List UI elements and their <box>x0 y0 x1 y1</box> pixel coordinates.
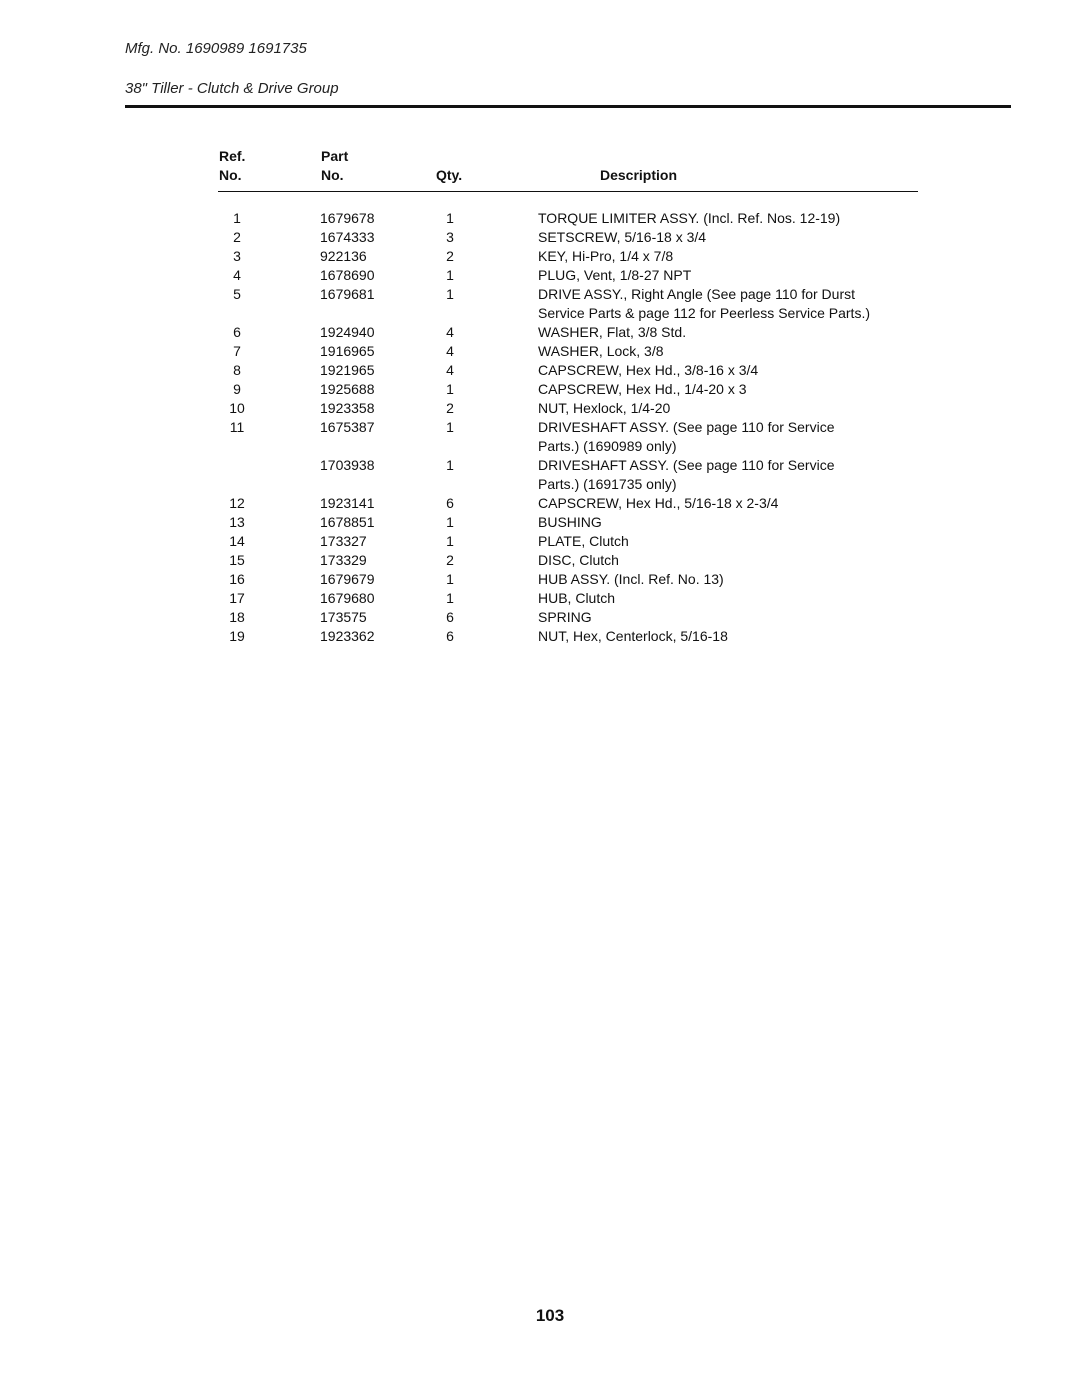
description: CAPSCREW, Hex Hd., 1/4-20 x 3 <box>538 381 747 397</box>
part-no: 1924940 <box>320 324 375 340</box>
part-no: 1923141 <box>320 495 375 511</box>
table-row <box>0 570 1080 589</box>
table-row <box>0 342 1080 361</box>
description: WASHER, Lock, 3/8 <box>538 343 664 359</box>
quantity: 1 <box>446 457 454 473</box>
part-no: 1679679 <box>320 571 375 587</box>
part-no: 1923358 <box>320 400 375 416</box>
col-description-label: Description <box>600 167 678 183</box>
ref-no: 17 <box>229 590 245 606</box>
ref-no: 2 <box>233 229 241 245</box>
col-part-label-2: No. <box>321 167 344 183</box>
table-row <box>0 247 1080 266</box>
description: KEY, Hi-Pro, 1/4 x 7/8 <box>538 248 674 264</box>
description: TORQUE LIMITER ASSY. (Incl. Ref. Nos. 12-19) <box>538 210 841 226</box>
table-row <box>0 285 1080 323</box>
description: CAPSCREW, Hex Hd., 3/8-16 x 3/4 <box>538 362 759 378</box>
ref-no: 6 <box>233 324 241 340</box>
ref-no: 10 <box>229 400 245 416</box>
part-no: 1923362 <box>320 628 375 644</box>
part-no: 1679678 <box>320 210 375 226</box>
table-row <box>0 627 1080 646</box>
table-row <box>0 532 1080 551</box>
ref-no: 12 <box>229 495 245 511</box>
part-no: 1679680 <box>320 590 375 606</box>
table-row <box>0 323 1080 342</box>
part-no: 1678851 <box>320 514 375 530</box>
ref-no: 7 <box>233 343 241 359</box>
table-row <box>0 361 1080 380</box>
part-no: 922136 <box>320 248 367 264</box>
description: DISC, Clutch <box>538 552 619 568</box>
table-row <box>0 266 1080 285</box>
part-no: 1925688 <box>320 381 375 397</box>
part-no: 1674333 <box>320 229 375 245</box>
quantity: 1 <box>446 590 454 606</box>
description: HUB, Clutch <box>538 590 616 606</box>
table-row <box>0 608 1080 627</box>
part-no: 173329 <box>320 552 367 568</box>
ref-no: 14 <box>229 533 245 549</box>
description: NUT, Hexlock, 1/4-20 <box>538 400 671 416</box>
description: HUB ASSY. (Incl. Ref. No. 13) <box>538 571 724 587</box>
quantity: 2 <box>446 400 454 416</box>
quantity: 1 <box>446 571 454 587</box>
table-row <box>0 551 1080 570</box>
quantity: 4 <box>446 362 454 378</box>
part-no: 1678690 <box>320 267 375 283</box>
quantity: 6 <box>446 495 454 511</box>
table-row <box>0 513 1080 532</box>
part-no: 1921965 <box>320 362 375 378</box>
part-no: 173327 <box>320 533 367 549</box>
table-row <box>0 228 1080 247</box>
ref-no: 9 <box>233 381 241 397</box>
quantity: 2 <box>446 248 454 264</box>
description: BUSHING <box>538 514 602 530</box>
description: NUT, Hex, Centerlock, 5/16-18 <box>538 628 728 644</box>
part-no: 1703938 <box>320 457 375 473</box>
ref-no: 4 <box>233 267 241 283</box>
table-row <box>0 456 1080 494</box>
ref-no: 1 <box>233 210 241 226</box>
description: SETSCREW, 5/16-18 x 3/4 <box>538 229 707 245</box>
parts-table <box>0 209 1080 646</box>
description: WASHER, Flat, 3/8 Std. <box>538 324 687 340</box>
table-row <box>0 209 1080 228</box>
col-ref-label-2: No. <box>219 167 242 183</box>
quantity: 1 <box>446 267 454 283</box>
description: CAPSCREW, Hex Hd., 5/16-18 x 2-3/4 <box>538 495 779 511</box>
table-row <box>0 380 1080 399</box>
ref-no: 15 <box>229 552 245 568</box>
col-ref-label-1: Ref. <box>219 148 246 164</box>
description: DRIVE ASSY., Right Angle (See page 110 for Durst Service Parts & page 112 for Peerless Service Parts.) <box>538 286 870 321</box>
quantity: 1 <box>446 381 454 397</box>
table-row <box>0 399 1080 418</box>
table-row <box>0 418 1080 456</box>
ref-no: 3 <box>233 248 241 264</box>
quantity: 4 <box>446 343 454 359</box>
part-no: 1916965 <box>320 343 375 359</box>
quantity: 1 <box>446 286 454 302</box>
section-title: 38" Tiller - Clutch & Drive Group <box>125 80 339 97</box>
description: SPRING <box>538 609 592 625</box>
ref-no: 16 <box>229 571 245 587</box>
description: PLATE, Clutch <box>538 533 629 549</box>
ref-no: 5 <box>233 286 241 302</box>
ref-no: 13 <box>229 514 245 530</box>
quantity: 1 <box>446 514 454 530</box>
col-qty-label: Qty. <box>436 167 463 183</box>
page-number: 103 <box>535 1306 565 1325</box>
quantity: 3 <box>446 229 454 245</box>
mfg-number: Mfg. No. 1690989 1691735 <box>125 40 307 57</box>
quantity: 1 <box>446 533 454 549</box>
ref-no: 18 <box>229 609 245 625</box>
ref-no: 8 <box>233 362 241 378</box>
quantity: 6 <box>446 628 454 644</box>
part-no: 173575 <box>320 609 367 625</box>
table-row <box>0 494 1080 513</box>
part-no: 1675387 <box>320 419 375 435</box>
quantity: 1 <box>446 210 454 226</box>
header-rule <box>125 105 1011 108</box>
ref-no: 19 <box>229 628 245 644</box>
column-header-rule <box>218 191 918 192</box>
part-no: 1679681 <box>320 286 375 302</box>
quantity: 4 <box>446 324 454 340</box>
quantity: 6 <box>446 609 454 625</box>
col-part-label-1: Part <box>321 148 349 164</box>
description: DRIVESHAFT ASSY. (See page 110 for Service Parts.) (1691735 only) <box>538 457 835 492</box>
description: DRIVESHAFT ASSY. (See page 110 for Service Parts.) (1690989 only) <box>538 419 835 454</box>
description: PLUG, Vent, 1/8-27 NPT <box>538 267 692 283</box>
table-row <box>0 589 1080 608</box>
quantity: 2 <box>446 552 454 568</box>
ref-no: 11 <box>229 419 245 435</box>
quantity: 1 <box>446 419 454 435</box>
